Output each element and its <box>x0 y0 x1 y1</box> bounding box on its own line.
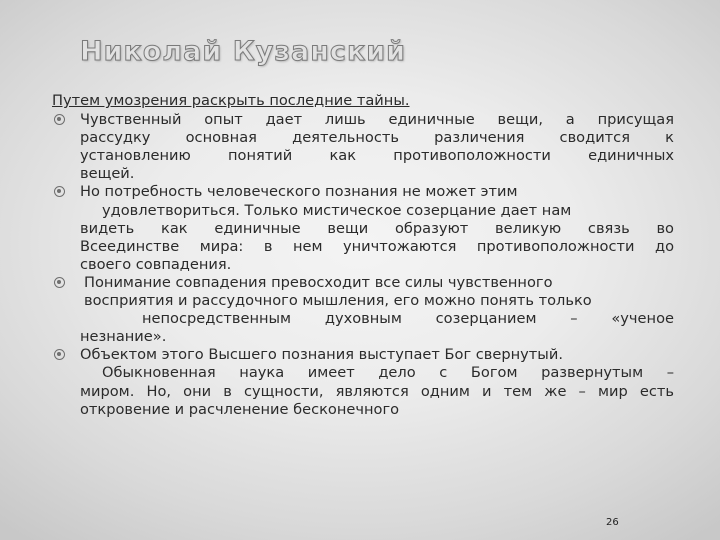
bullet-line: рассудку основная деятельность различения сводится к <box>80 129 674 147</box>
bullet-item <box>52 111 674 183</box>
bullet-line: непосредственным духовным созерцанием – «ученое <box>142 310 674 328</box>
bullet-list <box>52 111 674 419</box>
bullet-line: своего совпадения. <box>80 255 232 273</box>
bullet-line: восприятия и рассудочного мышления, его можно понять только <box>84 292 592 310</box>
bullet-line: удовлетвориться. Только мистическое созерцание дает нам <box>102 201 572 219</box>
circle-dot-icon <box>54 349 65 360</box>
bullet-line: Понимание совпадения превосходит все силы чувственного <box>84 273 553 291</box>
circle-dot-icon <box>54 186 65 197</box>
slide-title: Николай Кузанский <box>80 36 407 67</box>
circle-dot-icon <box>54 277 65 288</box>
bullet-line: видеть как единичные вещи образуют великую связь во <box>80 219 674 237</box>
bullet-line: Обыкновенная наука имеет дело с Богом развернутым – <box>102 364 674 382</box>
slide-content <box>52 92 674 419</box>
bullet-item <box>52 346 674 418</box>
bullet-item <box>52 183 674 273</box>
page-number: 26 <box>606 517 619 528</box>
bullet-line: Чувственный опыт дает лишь единичные вещи, а присущая <box>80 111 674 129</box>
bullet-line: вещей. <box>80 165 135 183</box>
bullet-line: Объектом этого Высшего познания выступает Бог свернутый. <box>80 346 563 364</box>
bullet-line: Всеединстве мира: в нем уничтожаются противоположности до <box>80 237 674 255</box>
circle-dot-icon <box>54 114 65 125</box>
bullet-line: миром. Но, они в сущности, являются одним и тем же – мир есть <box>80 382 674 400</box>
bullet-item <box>52 274 674 346</box>
bullet-line: установлению понятий как противоположности единичных <box>80 147 674 165</box>
lead-statement: Путем умозрения раскрыть последние тайны. <box>52 92 410 109</box>
bullet-line: откровение и расчленение бесконечного <box>80 400 400 418</box>
bullet-line: незнание». <box>80 328 167 346</box>
bullet-line: Но потребность человеческого познания не может этим <box>80 183 518 201</box>
